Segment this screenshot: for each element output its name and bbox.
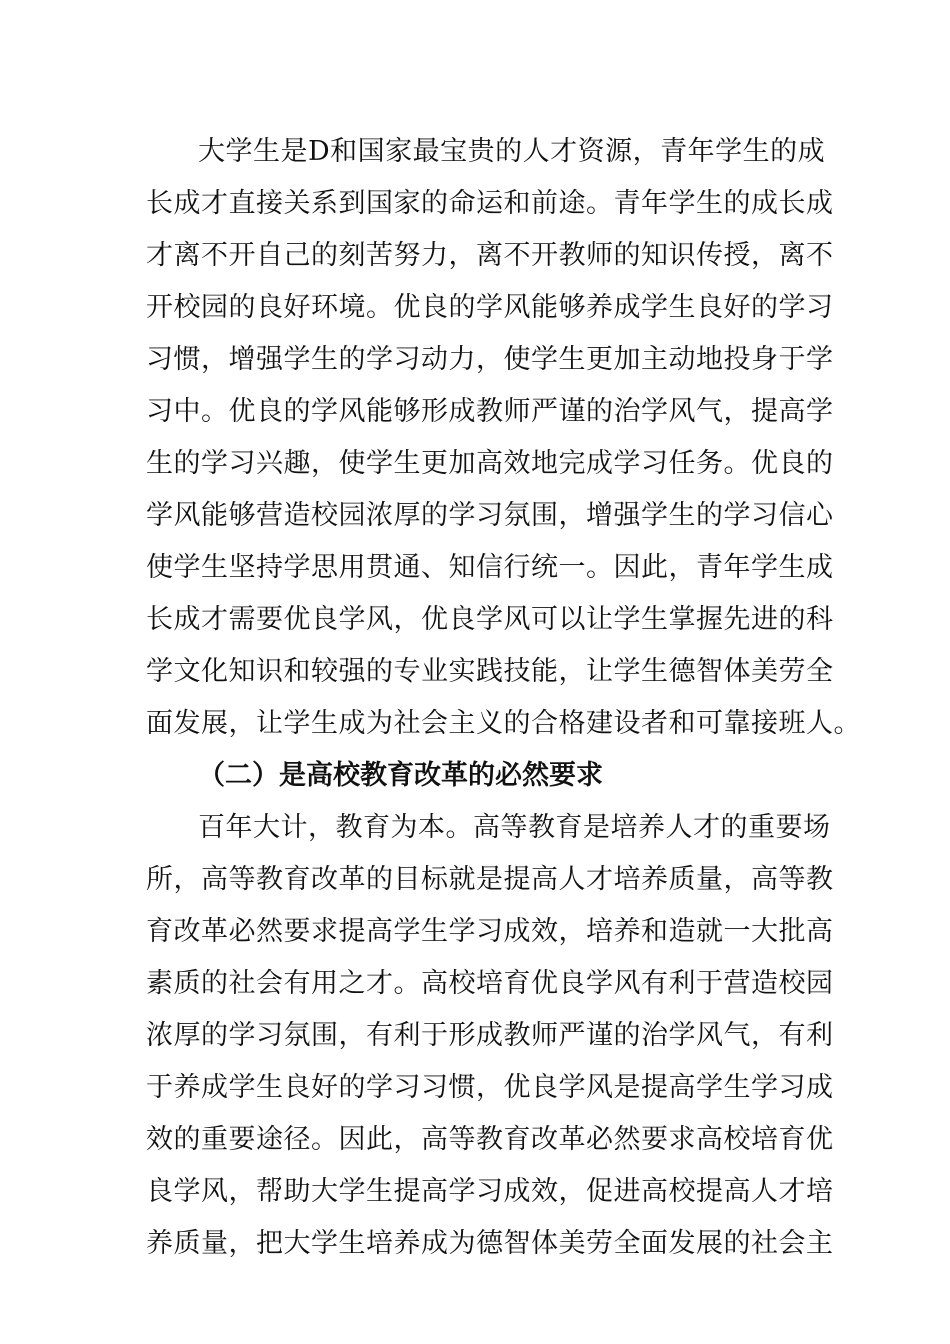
paragraph-1-line-5: 习惯，增强学生的学习动力，使学生更加主动地投身于学	[146, 344, 834, 375]
paragraph-1-line-10: 长成才需要优良学风，优良学风可以让学生掌握先进的科	[146, 604, 834, 635]
paragraph-2-line-2: 所，高等教育改革的目标就是提高人才培养质量，高等教	[146, 864, 834, 895]
paragraph-1-line-7: 生的学习兴趣，使学生更加高效地完成学习任务。优良的	[146, 448, 834, 479]
paragraph-1-line-4: 开校园的良好环境。优良的学风能够养成学生良好的学习	[146, 292, 834, 323]
paragraph-2-line-8: 良学风，帮助大学生提高学习成效，促进高校提高人才培	[146, 1176, 834, 1207]
paragraph-2-line-7: 效的重要途径。因此，高等教育改革必然要求高校培育优	[146, 1124, 834, 1155]
paragraph-1-line-8: 学风能够营造校园浓厚的学习氛围，增强学生的学习信心	[146, 500, 834, 531]
paragraph-2-line-4: 素质的社会有用之才。高校培育优良学风有利于营造校园	[146, 968, 834, 999]
paragraph-1-line-9: 使学生坚持学思用贯通、知信行统一。因此，青年学生成	[146, 552, 834, 583]
paragraph-1-line-2: 长成才直接关系到国家的命运和前途。青年学生的成长成	[146, 188, 834, 219]
paragraph-1-line-11: 学文化知识和较强的专业实践技能，让学生德智体美劳全	[146, 656, 834, 687]
paragraph-1-line-1: 大学生是D和国家最宝贵的人才资源，青年学生的成	[198, 136, 826, 167]
paragraph-2-line-6: 于养成学生良好的学习习惯，优良学风是提高学生学习成	[146, 1072, 834, 1103]
paragraph-2-line-9: 养质量，把大学生培养成为德智体美劳全面发展的社会主	[146, 1228, 834, 1259]
paragraph-1-line-6: 习中。优良的学风能够形成教师严谨的治学风气，提高学	[146, 396, 834, 427]
paragraph-1-line-12: 面发展，让学生成为社会主义的合格建设者和可靠接班人。	[146, 708, 861, 739]
paragraph-2-line-3: 育改革必然要求提高学生学习成效，培养和造就一大批高	[146, 916, 834, 947]
paragraph-2-line-5: 浓厚的学习氛围，有利于形成教师严谨的治学风气，有利	[146, 1020, 834, 1051]
section-heading: （二）是高校教育改革的必然要求	[198, 760, 603, 791]
paragraph-1-line-3: 才离不开自己的刻苦努力，离不开教师的知识传授，离不	[146, 240, 834, 271]
paragraph-2-line-1: 百年大计，教育为本。高等教育是培养人才的重要场	[198, 812, 831, 843]
